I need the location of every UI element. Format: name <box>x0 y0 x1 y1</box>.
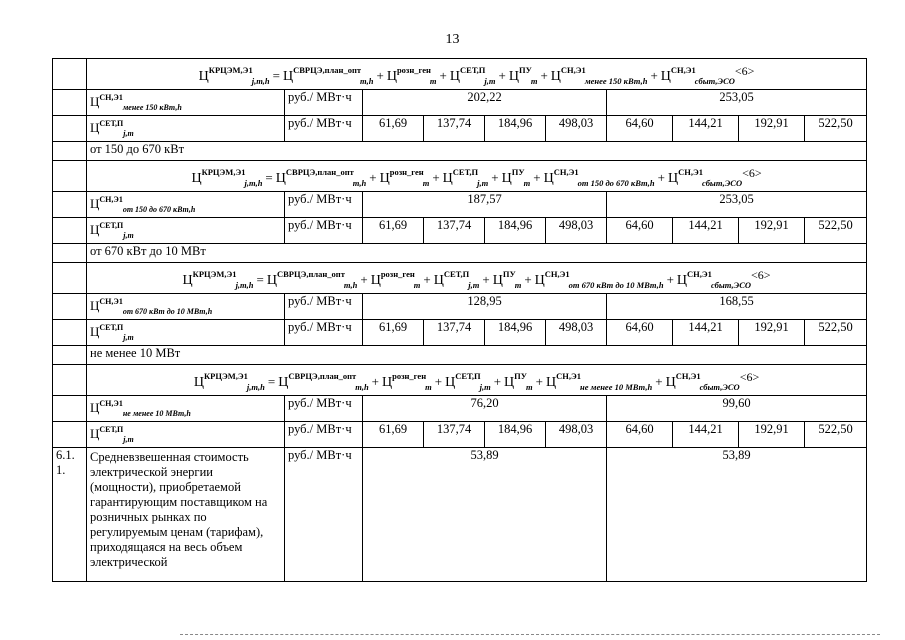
footnote-ref: <6> <box>734 64 755 78</box>
formula-row <box>53 161 867 192</box>
operator-symbol: + <box>371 374 380 389</box>
symbol-ts: Ц <box>545 375 557 390</box>
formula-term <box>386 65 437 86</box>
section-title: не менее 10 МВт <box>87 346 867 365</box>
superscript: СЕТ,П <box>460 65 486 75</box>
formula-row <box>53 365 867 396</box>
superscript: СЕТ,П <box>443 269 470 279</box>
index-cell <box>53 320 87 346</box>
operator-symbol: + <box>491 170 499 185</box>
subscript: от 150 до 670 кВт,h <box>122 205 196 214</box>
symbol-ts: Ц <box>379 171 390 186</box>
value-cell: 144,21 <box>673 218 739 244</box>
subscript: m,h <box>352 178 367 188</box>
subscript: m,h <box>343 280 358 290</box>
unit-cell: руб./ МВт·ч <box>285 116 363 142</box>
operator-symbol: + <box>439 68 447 83</box>
formula-term <box>501 167 531 188</box>
formula-term <box>379 167 430 188</box>
symbol-ts: Ц <box>442 171 453 186</box>
index-cell <box>53 244 87 263</box>
operator-symbol: = <box>272 68 280 83</box>
symbol-ts: Ц <box>90 400 100 415</box>
superscript: розн_ген <box>392 371 427 381</box>
subscript: m <box>530 76 538 86</box>
symbol-ts: Ц <box>278 375 289 390</box>
value-cell: 498,03 <box>546 218 607 244</box>
index-cell <box>53 192 87 218</box>
unit-cell: руб./ МВт·ч <box>285 320 363 346</box>
value-half-1: 202,22 <box>363 90 607 116</box>
operator-symbol: = <box>267 374 276 389</box>
value-cell: 137,74 <box>424 116 485 142</box>
symbol-ts: Ц <box>445 375 456 390</box>
value-cell: 522,50 <box>805 218 867 244</box>
value-half-2: 53,89 <box>607 448 867 582</box>
value-cell: 144,21 <box>673 422 739 448</box>
value-half-1: 76,20 <box>363 396 607 422</box>
superscript: СЕТ,П <box>455 371 481 381</box>
unit-cell: руб./ МВт·ч <box>285 218 363 244</box>
operator-symbol: + <box>666 272 674 287</box>
operator-symbol: + <box>498 68 506 83</box>
formula-term <box>449 65 496 86</box>
value-cell: 522,50 <box>805 422 867 448</box>
sn-label-cell <box>87 90 285 116</box>
item-index-line: 1. <box>56 463 66 477</box>
symbol-ts: Ц <box>266 273 277 288</box>
superscript: СН,Э1 <box>553 167 579 177</box>
formula-lhs <box>191 167 263 188</box>
symbol-ts: Ц <box>90 120 100 135</box>
superscript: СН,Э1 <box>544 269 570 279</box>
formula-lhs <box>193 371 265 392</box>
price-formula <box>183 267 771 293</box>
operator-symbol: + <box>434 374 443 389</box>
unit-cell: руб./ МВт·ч <box>285 422 363 448</box>
subscript: от 150 до 670 кВт,h <box>577 178 655 188</box>
operator-symbol: + <box>432 170 440 185</box>
formula-term <box>266 269 358 290</box>
value-cell: 184,96 <box>485 320 546 346</box>
symbol-ts: Ц <box>90 298 100 313</box>
superscript: розн_ген <box>380 269 415 279</box>
formula-term <box>442 167 489 188</box>
symbol-ts: Ц <box>492 273 503 288</box>
symbol-ts: Ц <box>283 69 294 84</box>
value-cell: 137,74 <box>424 218 485 244</box>
symbol-ts: Ц <box>508 69 519 84</box>
section-title: от 150 до 670 кВт <box>87 142 867 161</box>
superscript: ПУ <box>502 269 516 279</box>
page-number: 13 <box>445 32 460 47</box>
value-cell: 522,50 <box>805 116 867 142</box>
symbol-ts: Ц <box>660 69 671 84</box>
sn-label-cell <box>87 192 285 218</box>
symbol-ts: Ц <box>198 69 209 84</box>
unit-cell: руб./ МВт·ч <box>285 192 363 218</box>
value-cell: 61,69 <box>363 422 424 448</box>
subscript: m,h <box>355 382 369 392</box>
value-cell: 498,03 <box>546 116 607 142</box>
operator-symbol: + <box>482 272 490 287</box>
symbol-ts: Ц <box>433 273 444 288</box>
sn-tariff-row <box>53 90 867 116</box>
symbol-ts: Ц <box>386 69 397 84</box>
unit-cell: руб./ МВт·ч <box>285 90 363 116</box>
superscript: СН,Э1 <box>556 371 581 381</box>
index-cell <box>53 218 87 244</box>
superscript: СН,Э1 <box>99 297 123 306</box>
superscript: розн_ген <box>396 65 431 75</box>
superscript: СН,Э1 <box>670 65 696 75</box>
subscript: j,m,h <box>244 178 263 188</box>
value-half-1: 53,89 <box>363 448 607 582</box>
price-formula <box>194 369 759 395</box>
superscript: СН,Э1 <box>99 195 123 204</box>
operator-symbol: + <box>369 170 377 185</box>
formula-lhs <box>198 65 270 86</box>
subscript: j,m,h <box>235 280 254 290</box>
subscript: j,m <box>484 76 496 86</box>
formula-term <box>550 65 648 86</box>
formula-term <box>433 269 480 290</box>
symbol-ts: Ц <box>543 171 554 186</box>
symbol-ts: Ц <box>90 324 100 339</box>
operator-symbol: + <box>423 272 431 287</box>
operator-symbol: + <box>657 170 666 185</box>
subscript: j,m,h <box>246 382 265 392</box>
index-cell <box>53 294 87 320</box>
superscript: СВРЦЭ,план_опт <box>288 371 357 381</box>
sn-label-cell <box>87 396 285 422</box>
subscript: от 670 кВт до 10 МВт,h <box>122 307 213 316</box>
subscript: j,m <box>479 382 491 392</box>
tariff-table <box>52 58 867 582</box>
subscript: не менее 10 МВт,h <box>122 409 191 418</box>
formula-term <box>543 167 655 188</box>
formula-term <box>508 65 538 86</box>
superscript: СВРЦЭ,план_опт <box>276 269 345 279</box>
price-formula <box>191 165 761 191</box>
sn-tariff-row <box>53 192 867 218</box>
symbol-ts: Ц <box>193 375 204 390</box>
formula-cell <box>87 365 867 396</box>
superscript: СН,Э1 <box>678 167 704 177</box>
unit-cell: руб./ МВт·ч <box>285 396 363 422</box>
value-half-2: 99,60 <box>607 396 867 422</box>
index-cell <box>53 263 87 294</box>
footnote-ref: <6> <box>751 268 771 282</box>
superscript: СН,Э1 <box>675 371 701 381</box>
operator-symbol: = <box>265 170 273 185</box>
set-label-cell <box>87 218 285 244</box>
formula-row <box>53 263 867 294</box>
superscript: ПУ <box>511 167 525 177</box>
subscript: сбыт,ЭСО <box>694 76 735 86</box>
symbol-ts: Ц <box>90 94 100 109</box>
set-label-cell <box>87 320 285 346</box>
value-cell: 184,96 <box>485 116 546 142</box>
symbol-ts: Ц <box>90 222 100 237</box>
index-cell <box>53 161 87 192</box>
set-label-cell <box>87 116 285 142</box>
symbol-ts: Ц <box>191 171 202 186</box>
subscript: m <box>429 76 437 86</box>
formula-term <box>283 65 374 86</box>
value-half-2: 253,05 <box>607 192 867 218</box>
index-cell <box>53 396 87 422</box>
set-tariff-row <box>53 218 867 244</box>
value-cell: 498,03 <box>546 422 607 448</box>
formula-term <box>534 269 664 290</box>
symbol-ts: Ц <box>504 375 515 390</box>
subscript: j,m <box>123 231 134 240</box>
item-row <box>53 448 867 582</box>
operator-symbol: + <box>533 170 541 185</box>
formula-term <box>545 371 653 392</box>
formula-term <box>668 167 743 188</box>
value-cell: 192,91 <box>739 218 805 244</box>
page-bottom-edge <box>180 634 880 637</box>
subscript: m <box>514 280 522 290</box>
unit-cell: руб./ МВт·ч <box>285 294 363 320</box>
superscript: ПУ <box>518 65 532 75</box>
subscript: m <box>422 178 430 188</box>
superscript: СЕТ,П <box>452 167 479 177</box>
value-cell: 64,60 <box>607 422 673 448</box>
index-cell <box>53 59 87 90</box>
index-cell <box>53 365 87 396</box>
subscript: от 670 кВт до 10 МВт,h <box>568 280 664 290</box>
subscript: менее 150 кВт,h <box>122 103 182 112</box>
index-cell <box>53 116 87 142</box>
value-cell: 64,60 <box>607 320 673 346</box>
superscript: СН,Э1 <box>99 93 123 102</box>
formula-term <box>676 269 752 290</box>
subscript: m <box>425 382 432 392</box>
subscript: менее 150 кВт,h <box>584 76 648 86</box>
subscript: не менее 10 МВт,h <box>580 382 653 392</box>
superscript: СН,Э1 <box>99 399 123 408</box>
section-row <box>53 346 867 365</box>
superscript: СЕТ,П <box>99 119 124 128</box>
unit-cell: руб./ МВт·ч <box>285 448 363 582</box>
sn-tariff-row <box>53 396 867 422</box>
operator-symbol: + <box>535 374 543 389</box>
subscript: m <box>523 178 531 188</box>
subscript: j,m <box>123 435 134 444</box>
operator-symbol: + <box>650 68 658 83</box>
superscript: СЕТ,П <box>99 323 124 332</box>
formula-term <box>665 371 740 392</box>
symbol-ts: Ц <box>90 426 100 441</box>
value-cell: 64,60 <box>607 218 673 244</box>
formula-term <box>492 269 522 290</box>
symbol-ts: Ц <box>668 171 679 186</box>
superscript: КРЦЭМ,Э1 <box>208 65 253 75</box>
value-cell: 192,91 <box>739 116 805 142</box>
section-row <box>53 244 867 263</box>
subscript: сбыт,ЭСО <box>702 178 743 188</box>
value-cell: 64,60 <box>607 116 673 142</box>
superscript: СН,Э1 <box>560 65 586 75</box>
index-cell <box>53 346 87 365</box>
symbol-ts: Ц <box>370 273 381 288</box>
value-cell: 192,91 <box>739 320 805 346</box>
value-cell: 192,91 <box>739 422 805 448</box>
set-tariff-row <box>53 422 867 448</box>
operator-symbol: + <box>360 272 368 287</box>
symbol-ts: Ц <box>275 171 286 186</box>
superscript: КРЦЭМ,Э1 <box>201 167 246 177</box>
value-cell: 498,03 <box>546 320 607 346</box>
index-cell <box>53 90 87 116</box>
superscript: СВРЦЭ,план_опт <box>293 65 362 75</box>
price-formula <box>199 63 755 89</box>
subscript: m <box>526 382 533 392</box>
value-cell: 522,50 <box>805 320 867 346</box>
symbol-ts: Ц <box>550 69 561 84</box>
operator-symbol: + <box>493 374 502 389</box>
sn-tariff-row <box>53 294 867 320</box>
formula-term <box>382 371 432 392</box>
superscript: КРЦЭМ,Э1 <box>203 371 248 381</box>
operator-symbol: + <box>540 68 548 83</box>
set-tariff-row <box>53 320 867 346</box>
section-row <box>53 142 867 161</box>
item-index <box>53 448 87 582</box>
value-cell: 137,74 <box>424 320 485 346</box>
set-label-cell <box>87 422 285 448</box>
subscript: j,m,h <box>251 76 270 86</box>
subscript: сбыт,ЭСО <box>710 280 752 290</box>
formula-row <box>53 59 867 90</box>
subscript: j,m <box>468 280 480 290</box>
value-half-2: 168,55 <box>607 294 867 320</box>
footnote-ref: <6> <box>739 370 760 384</box>
symbol-ts: Ц <box>182 273 193 288</box>
operator-symbol: + <box>376 68 384 83</box>
superscript: СН,Э1 <box>687 269 712 279</box>
symbol-ts: Ц <box>534 273 545 288</box>
superscript: КРЦЭМ,Э1 <box>192 269 237 279</box>
item-index-line: 6.1. <box>56 448 75 462</box>
subscript: сбыт,ЭСО <box>699 382 740 392</box>
formula-term <box>660 65 735 86</box>
formula-cell <box>87 263 867 294</box>
value-cell: 144,21 <box>673 320 739 346</box>
symbol-ts: Ц <box>501 171 512 186</box>
set-tariff-row <box>53 116 867 142</box>
symbol-ts: Ц <box>676 273 688 288</box>
value-half-1: 128,95 <box>363 294 607 320</box>
formula-term <box>275 167 367 188</box>
superscript: СЕТ,П <box>99 221 124 230</box>
value-cell: 61,69 <box>363 116 424 142</box>
subscript: m <box>413 280 421 290</box>
operator-symbol: + <box>524 272 532 287</box>
sn-label-cell <box>87 294 285 320</box>
footnote-ref: <6> <box>742 166 762 180</box>
formula-cell <box>87 161 867 192</box>
symbol-ts: Ц <box>90 196 100 211</box>
superscript: розн_ген <box>389 167 424 177</box>
symbol-ts: Ц <box>665 375 676 390</box>
superscript: ПУ <box>514 371 528 381</box>
operator-symbol: = <box>256 272 264 287</box>
value-cell: 137,74 <box>424 422 485 448</box>
value-cell: 184,96 <box>485 422 546 448</box>
value-cell: 61,69 <box>363 218 424 244</box>
symbol-ts: Ц <box>382 375 393 390</box>
superscript: СЕТ,П <box>99 425 124 434</box>
value-cell: 61,69 <box>363 320 424 346</box>
section-title: от 670 кВт до 10 МВт <box>87 244 867 263</box>
formula-term <box>445 371 491 392</box>
operator-symbol: + <box>655 374 663 389</box>
superscript: СВРЦЭ,план_опт <box>285 167 354 177</box>
formula-lhs <box>182 269 254 290</box>
subscript: j,m <box>477 178 489 188</box>
index-cell <box>53 422 87 448</box>
index-cell <box>53 142 87 161</box>
value-half-1: 187,57 <box>363 192 607 218</box>
subscript: m,h <box>360 76 374 86</box>
formula-cell <box>87 59 867 90</box>
value-cell: 184,96 <box>485 218 546 244</box>
item-description: Средневзвешенная стоимость электрической энергии (мощности), приобретаемой гарантирующим поставщиком на розничных рынках по регулируемым ценам (тарифам), приходящаяся на весь объем электрической <box>87 448 285 582</box>
subscript: j,m <box>123 129 134 138</box>
symbol-ts: Ц <box>449 69 461 84</box>
value-cell: 144,21 <box>673 116 739 142</box>
formula-term <box>504 371 533 392</box>
formula-term <box>278 371 369 392</box>
value-half-2: 253,05 <box>607 90 867 116</box>
formula-term <box>370 269 421 290</box>
subscript: j,m <box>123 333 134 342</box>
